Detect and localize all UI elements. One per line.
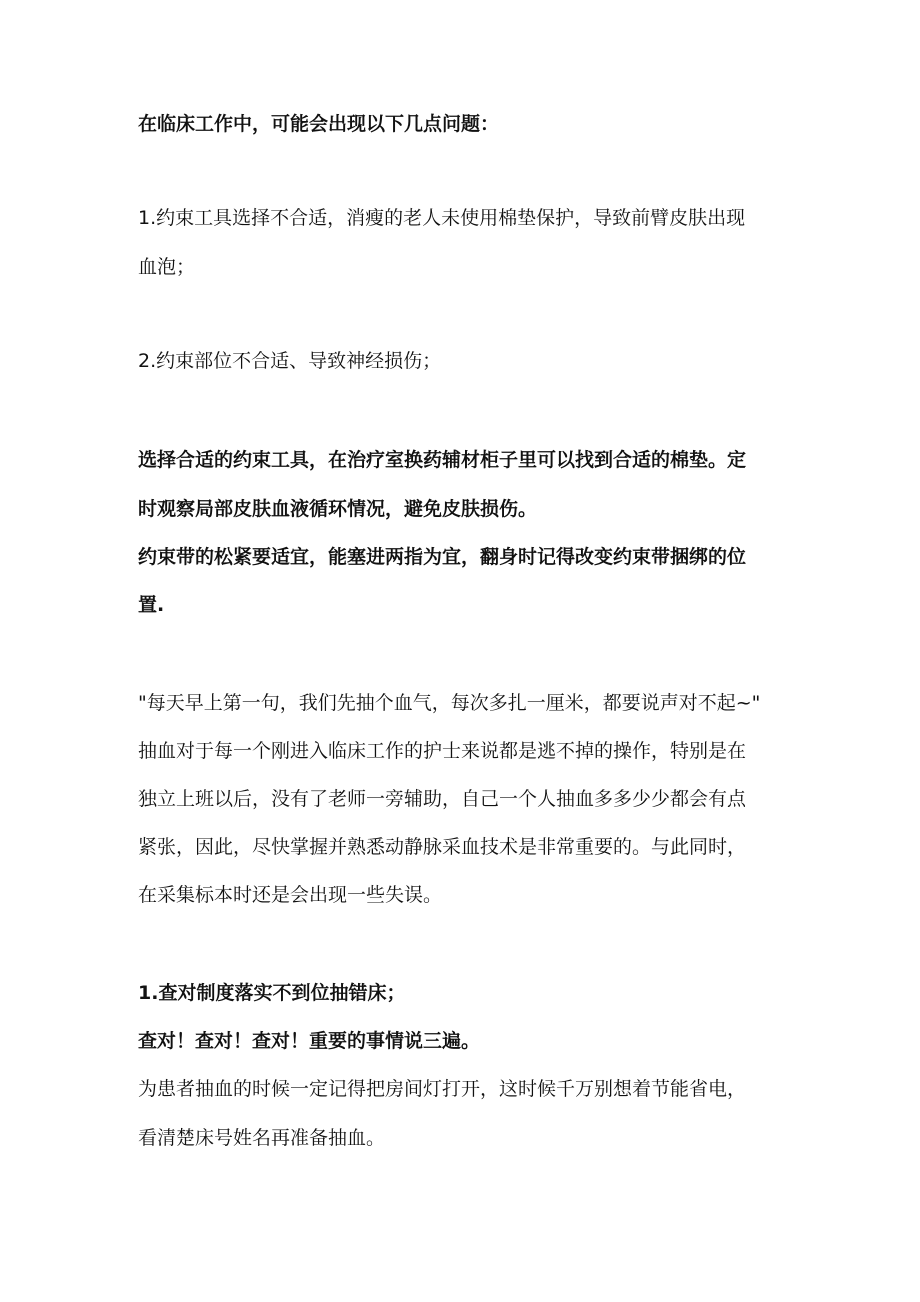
intro-line-1: 抽血对于每一个刚进入临床工作的护士来说都是逃不掉的操作，特别是在 [138,740,747,762]
intro-line-3: 紧张，因此，尽快掌握并熟悉动静脉采血技术是非常重要的。与此同时， [138,836,747,858]
solution-line-2: 时观察局部皮肤血液循环情况，避免皮肤损伤。 [138,498,538,520]
problem-2: 2.约束部位不合适、导致神经损伤； [138,350,442,372]
solution-line-4: 置. [138,594,165,616]
intro-line-4: 在采集标本时还是会出现一些失误。 [138,884,443,906]
quote-line: "每天早上第一句，我们先抽个血气，每次多扎一厘米，都要说声对不起~" [138,692,761,714]
section-heading: 在临床工作中，可能会出现以下几点问题： [138,113,500,135]
error-1-detail-line-2: 看清楚床号姓名再准备抽血。 [138,1127,386,1149]
problem-1-line-1: 1.约束工具选择不合适，消瘦的老人未使用棉垫保护，导致前臂皮肤出现 [138,207,746,229]
solution-line-3: 约束带的松紧要适宜，能塞进两指为宜，翻身时记得改变约束带捆绑的位 [138,546,747,568]
problem-1-line-2: 血泡； [138,256,196,278]
solution-line-1: 选择合适的约束工具，在治疗室换药辅材柜子里可以找到合适的棉垫。定 [138,449,747,471]
error-1-title: 1.查对制度落实不到位抽错床； [138,982,406,1004]
error-1-emphasis: 查对！查对！查对！重要的事情说三遍。 [138,1030,481,1052]
intro-line-2: 独立上班以后，没有了老师一旁辅助，自己一个人抽血多多少少都会有点 [138,788,747,810]
error-1-detail-line-1: 为患者抽血的时候一定记得把房间灯打开，这时候千万别想着节能省电， [138,1078,747,1100]
